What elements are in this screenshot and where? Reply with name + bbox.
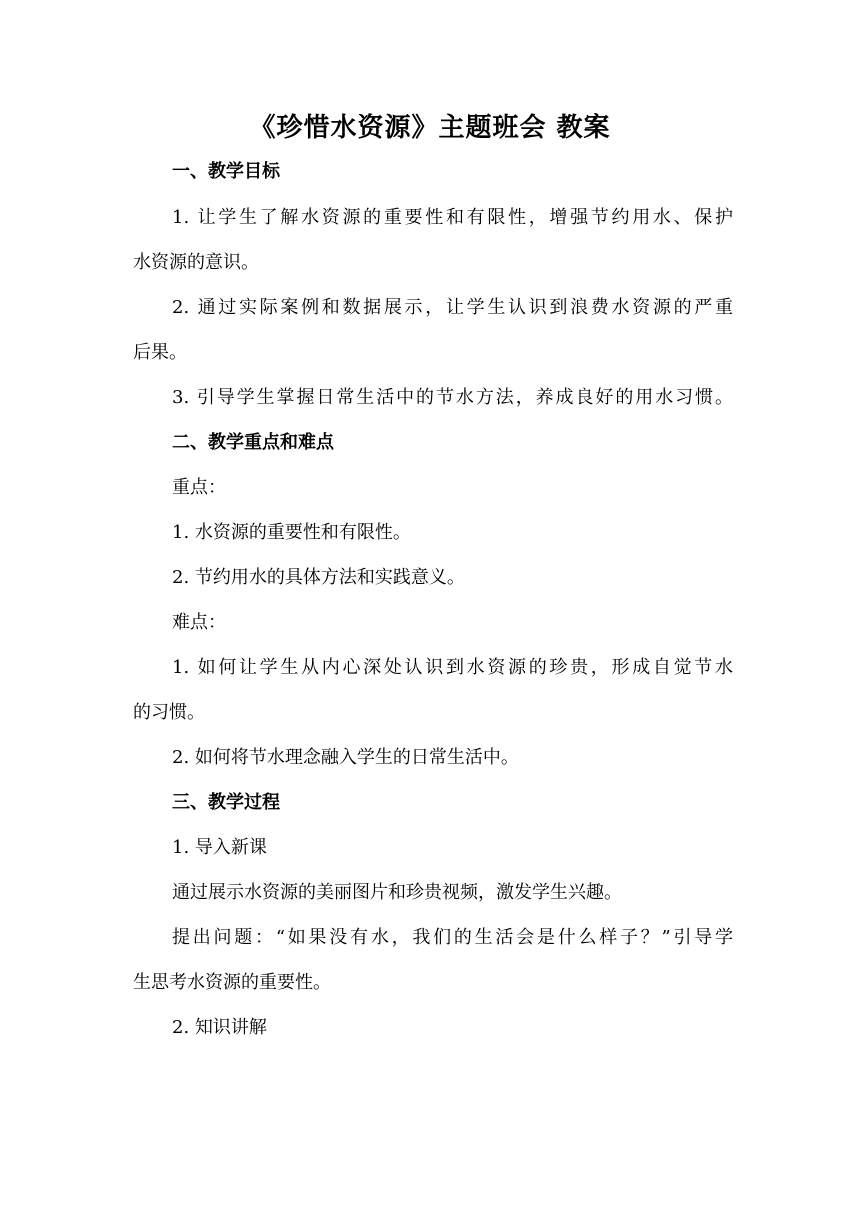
paragraph-line: 2. 通过实际案例和数据展示，让学生认识到浪费水资源的严重	[172, 297, 733, 318]
paragraph-line: 重点：	[172, 477, 226, 498]
paragraph-line: 水资源的意识。	[133, 252, 259, 273]
section-heading-objectives: 一、教学目标	[172, 161, 280, 182]
paragraph-line: 1. 如何让学生从内心深处认识到水资源的珍贵，形成自觉节水	[172, 657, 733, 678]
paragraph-line: 1. 水资源的重要性和有限性。	[172, 522, 411, 543]
paragraph-line: 1. 导入新课	[172, 837, 267, 858]
paragraph-line: 2. 如何将节水理念融入学生的日常生活中。	[172, 747, 519, 768]
paragraph-line: 提出问题：“如果没有水，我们的生活会是什么样子？”引导学	[172, 927, 733, 948]
paragraph-line: 生思考水资源的重要性。	[133, 972, 331, 993]
paragraph-line: 2. 节约用水的具体方法和实践意义。	[172, 567, 465, 588]
paragraph-line: 的习惯。	[133, 702, 205, 723]
paragraph-line: 2. 知识讲解	[172, 1017, 267, 1038]
document-title: 《珍惜水资源》主题班会 教案	[249, 113, 611, 143]
paragraph-line: 1. 让学生了解水资源的重要性和有限性，增强节约用水、保护	[172, 207, 733, 228]
section-heading-key-points: 二、教学重点和难点	[172, 432, 334, 453]
paragraph-line: 3. 引导学生掌握日常生活中的节水方法，养成良好的用水习惯。	[172, 387, 733, 408]
paragraph-line: 后果。	[133, 342, 187, 363]
paragraph-line: 通过展示水资源的美丽图片和珍贵视频，激发学生兴趣。	[172, 882, 622, 903]
paragraph-line: 难点：	[172, 612, 226, 633]
section-heading-process: 三、教学过程	[172, 792, 280, 813]
